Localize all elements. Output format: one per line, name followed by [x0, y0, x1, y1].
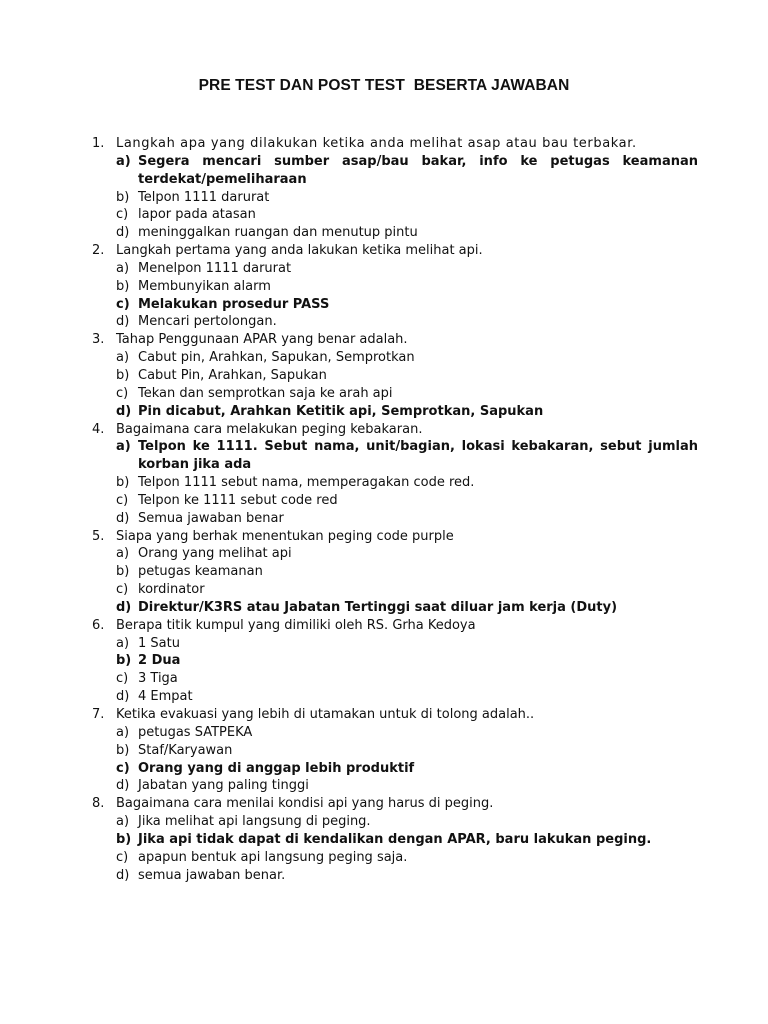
option-letter: d) [116, 867, 130, 883]
option-letter: b) [116, 742, 130, 758]
answer-option-correct [116, 599, 698, 617]
question-number: 8. [92, 796, 105, 812]
option-text: Mencari pertolongan. [138, 314, 277, 330]
question-number: 1. [92, 136, 105, 151]
question-number: 2. [92, 243, 105, 259]
option-letter: c) [116, 385, 129, 401]
option-letter: c) [116, 671, 129, 687]
option-text: Melakukan prosedur PASS [138, 296, 330, 312]
answer-option [116, 260, 698, 278]
option-letter: a) [116, 260, 130, 276]
answer-option [116, 278, 698, 296]
option-text: Jika api tidak dapat di kendalikan dengan APAR, baru lakukan peging. [138, 831, 652, 847]
answer-option [116, 474, 698, 492]
answer-option [116, 510, 698, 528]
question-number: 5. [92, 528, 105, 544]
option-letter: c) [116, 296, 130, 312]
option-letter: d) [116, 225, 130, 241]
question-number: 3. [92, 332, 105, 348]
option-text: Menelpon 1111 darurat [138, 260, 292, 276]
question-3 [92, 331, 698, 420]
option-letter: d) [116, 599, 132, 615]
option-text: meninggalkan ruangan dan menutup pintu [138, 225, 418, 241]
option-text: Telpon ke 1111 sebut code red [138, 492, 338, 508]
question-number: 4. [92, 421, 105, 437]
answer-option [116, 849, 698, 867]
page-title: PRE TEST DAN POST TEST BESERTA JAWABAN [198, 77, 570, 94]
option-list [116, 813, 698, 884]
question-4 [92, 421, 698, 528]
option-text: Pin dicabut, Arahkan Ketitik api, Semprotkan, Sapukan [138, 403, 544, 419]
option-text: 1 Satu [138, 635, 180, 651]
option-letter: c) [116, 582, 129, 598]
answer-option [116, 563, 698, 581]
answer-option [116, 777, 698, 795]
answer-option [116, 367, 698, 385]
answer-option [116, 724, 698, 742]
option-letter: b) [116, 278, 130, 294]
option-letter: a) [116, 814, 130, 830]
answer-option [116, 581, 698, 599]
question-list [92, 135, 698, 884]
answer-option [116, 492, 698, 510]
option-text: lapor pada atasan [138, 207, 256, 223]
answer-option [116, 313, 698, 331]
question-5 [92, 528, 698, 617]
question-text: Langkah apa yang dilakukan ketika anda melihat asap atau bau terbakar. [116, 136, 637, 151]
option-letter: d) [116, 689, 130, 705]
option-text: Tekan dan semprotkan saja ke arah api [138, 385, 393, 401]
answer-option-correct [116, 438, 698, 474]
option-letter: d) [116, 510, 130, 526]
answer-option-correct [116, 652, 698, 670]
option-letter: a) [116, 635, 130, 651]
option-letter: c) [116, 760, 130, 776]
question-8 [92, 795, 698, 884]
option-text: 2 Dua [138, 653, 181, 669]
option-letter: a) [116, 153, 131, 169]
question-text: Ketika evakuasi yang lebih di utamakan untuk di tolong adalah.. [116, 707, 535, 722]
answer-option [116, 545, 698, 563]
option-letter: d) [116, 403, 132, 419]
question-text: Siapa yang berhak menentukan peging code purple [116, 528, 454, 544]
answer-option-correct [116, 831, 698, 849]
option-letter: b) [116, 653, 132, 669]
option-text: petugas SATPEKA [138, 724, 253, 740]
question-6 [92, 617, 698, 706]
option-list [116, 349, 698, 420]
option-list [116, 635, 698, 706]
option-letter: b) [116, 564, 130, 580]
answer-option [116, 742, 698, 760]
option-list [116, 724, 698, 795]
option-letter: a) [116, 546, 130, 562]
question-1 [92, 135, 698, 242]
option-letter: d) [116, 314, 130, 330]
option-text: Cabut pin, Arahkan, Sapukan, Semprotkan [138, 350, 415, 366]
question-2 [92, 242, 698, 331]
option-letter: a) [116, 724, 130, 740]
option-text: Staf/Karyawan [138, 742, 233, 758]
option-text: Cabut Pin, Arahkan, Sapukan [138, 367, 327, 383]
option-text: petugas keamanan [138, 564, 263, 580]
option-text: Telpon 1111 darurat [138, 189, 270, 205]
option-text: Orang yang melihat api [138, 546, 292, 562]
option-text: Jabatan yang paling tinggi [138, 778, 309, 794]
option-letter: a) [116, 350, 130, 366]
option-text: Jika melihat api langsung di peging. [138, 814, 371, 830]
option-list [116, 260, 698, 331]
answer-option [116, 670, 698, 688]
option-text: Orang yang di anggap lebih produktif [138, 760, 415, 776]
option-list [116, 153, 698, 242]
question-number: 6. [92, 617, 105, 633]
option-text: Membunyikan alarm [138, 278, 271, 294]
option-text: Telpon 1111 sebut nama, memperagakan code red. [138, 475, 475, 491]
answer-option [116, 867, 698, 885]
question-text: Berapa titik kumpul yang dimiliki oleh RS. Grha Kedoya [116, 617, 476, 633]
option-letter: c) [116, 207, 129, 223]
question-text: Langkah pertama yang anda lakukan ketika melihat api. [116, 243, 483, 259]
option-letter: d) [116, 778, 130, 794]
option-text: apapun bentuk api langsung peging saja. [138, 849, 408, 865]
option-letter: c) [116, 492, 129, 508]
option-text: semua jawaban benar. [138, 867, 286, 883]
question-number: 7. [92, 707, 105, 722]
option-text: Direktur/K3RS atau Jabatan Tertinggi saat diluar jam kerja (Duty) [138, 599, 618, 615]
option-list [116, 545, 698, 616]
question-text: Bagaimana cara melakukan peging kebakaran. [116, 421, 423, 437]
option-text: Semua jawaban benar [138, 510, 284, 526]
option-letter: b) [116, 367, 130, 383]
answer-option [116, 688, 698, 706]
answer-option-correct [116, 296, 698, 314]
answer-option-correct [116, 403, 698, 421]
answer-option [116, 349, 698, 367]
option-letter: b) [116, 831, 132, 847]
question-text: Tahap Penggunaan APAR yang benar adalah. [116, 332, 408, 348]
option-text: kordinator [138, 582, 205, 598]
question-7 [92, 706, 698, 795]
answer-option [116, 635, 698, 653]
option-text: 4 Empat [138, 689, 193, 705]
answer-option-correct [116, 153, 698, 189]
option-letter: c) [116, 849, 129, 865]
option-list [116, 438, 698, 527]
answer-option [116, 206, 698, 224]
answer-option [116, 385, 698, 403]
option-text: Segera mencari sumber asap/bau bakar, info ke petugas keamanan terdekat/pemeliharaan [138, 153, 698, 187]
answer-option [116, 224, 698, 242]
answer-option [116, 813, 698, 831]
option-text: 3 Tiga [138, 671, 178, 687]
option-letter: b) [116, 475, 130, 491]
answer-option [116, 189, 698, 207]
answer-option-correct [116, 760, 698, 778]
option-letter: b) [116, 189, 130, 205]
option-text: Telpon ke 1111. Sebut nama, unit/bagian, lokasi kebakaran, sebut jumlah korban jika ada [138, 439, 698, 473]
question-text: Bagaimana cara menilai kondisi api yang harus di peging. [116, 796, 494, 812]
option-letter: a) [116, 439, 131, 455]
